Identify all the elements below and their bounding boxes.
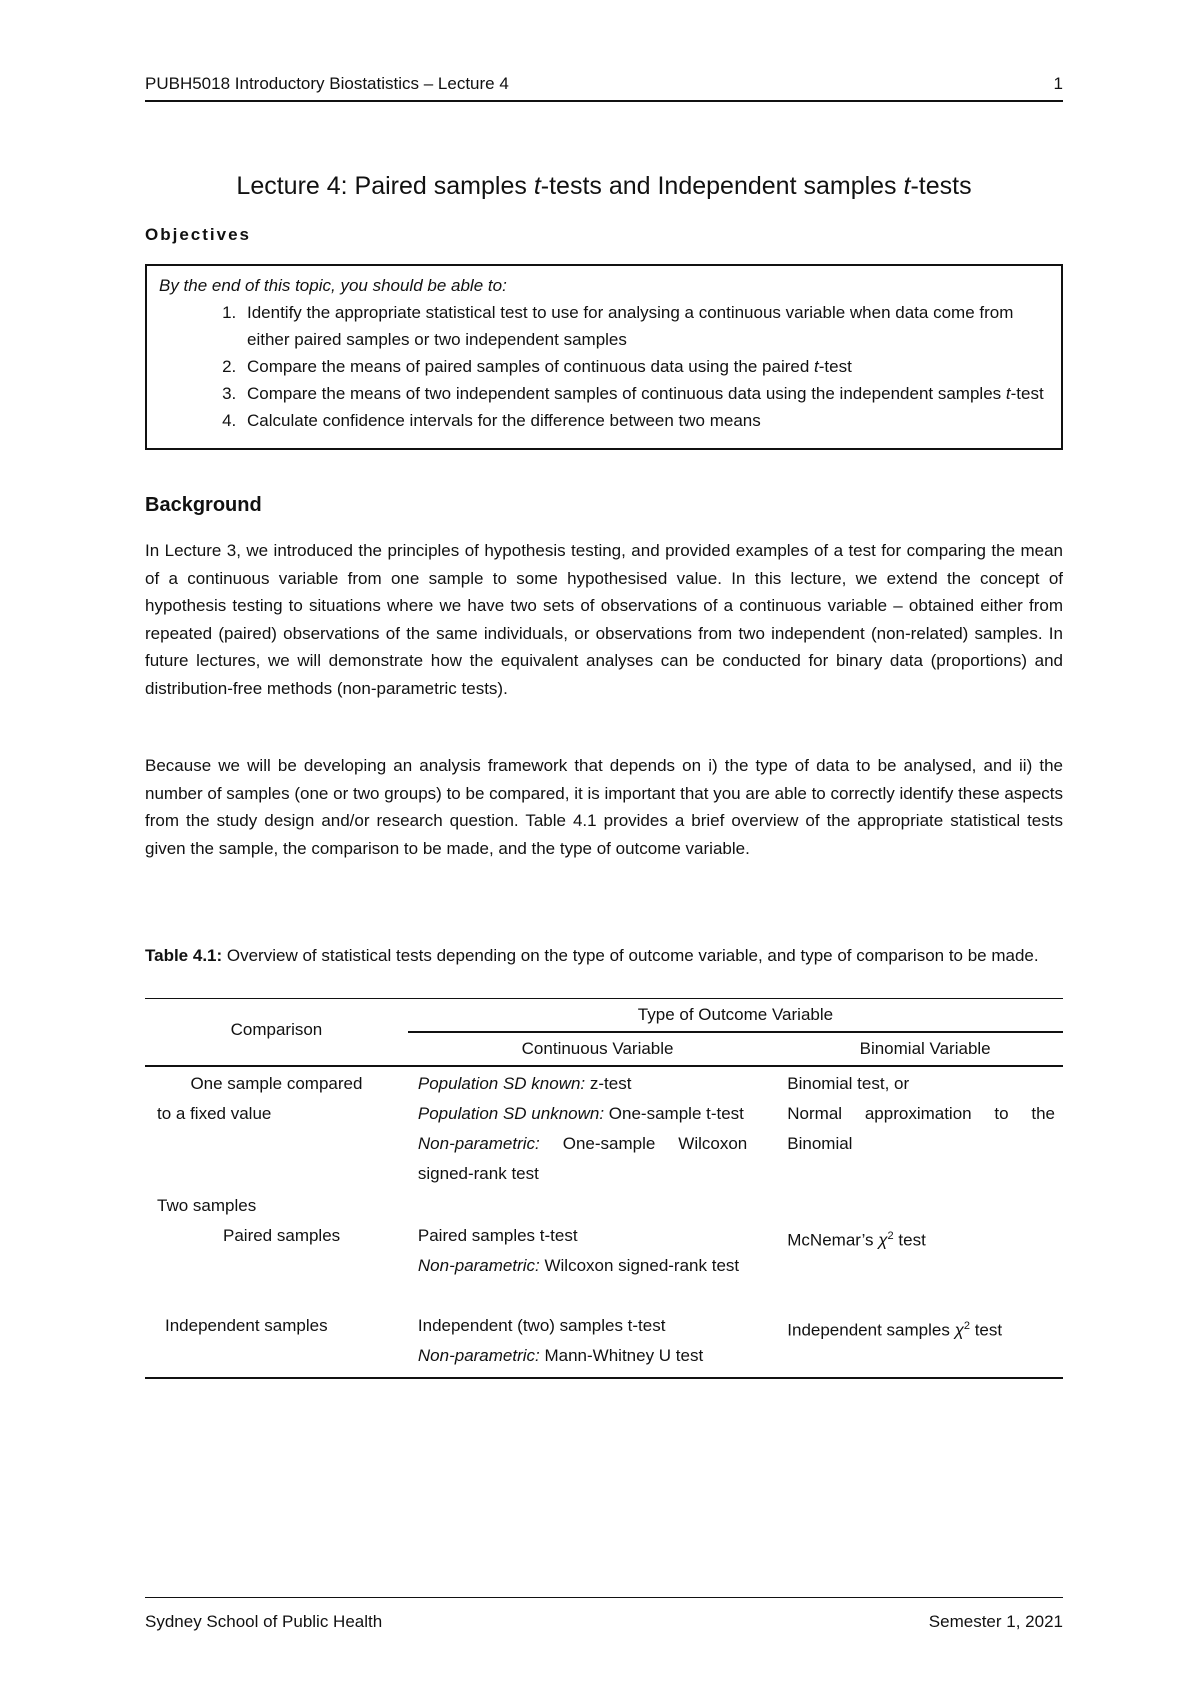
footer-school: Sydney School of Public Health [145,1612,383,1631]
objective-item: 4. Calculate confidence intervals for the difference between two means [241,407,1055,434]
header-comparison: Comparison [145,999,408,1067]
table-row [145,1221,1063,1311]
objectives-box [145,264,1063,450]
document-page [145,70,1063,1645]
row-one-sd-unknown: Population SD unknown: One-sample t-test [417,1104,744,1123]
row-one-binomial-2: Normal approximation to the Binomial [787,1104,1055,1153]
statistical-tests-table [145,998,1063,1379]
row-paired-test: Paired samples t-test [417,1226,578,1245]
row-one-nonparametric: Non-parametric: One-sample Wilcoxon signed-rank test [417,1134,748,1183]
lecture-title: Lecture 4: Paired samples t-tests and Independent samples t-tests [236,172,972,200]
row-paired-comparison: Paired samples [223,1226,341,1245]
objective-item: 3. Compare the means of two independent samples of continuous data using the independent samples t-test [241,380,1055,407]
header-binomial: Binomial Variable [787,1032,1063,1066]
background-heading: Background [145,494,262,516]
header-type-outcome: Type of Outcome Variable [408,999,1063,1033]
header-page-number: 1 [1053,74,1063,93]
header-course-title: PUBH5018 Introductory Biostatistics – Lecture 4 [145,74,509,93]
table-row [145,1189,1063,1221]
objective-item: 2. Compare the means of paired samples of continuous data using the paired t-test [241,353,1055,380]
background-paragraph-1: In Lecture 3, we introduced the principles of hypothesis testing, and provided examples of a test for comparing the mean of a continuous variable from one sample to some hypothesised value. In this lecture, we extend the concept of hypothesis testing to situations where we have two sets of observations of a continuous variable – obtained either from repeated (paired) observations of the same individuals, or observations from two independent (non-related) samples. In future lectures, we will demonstrate how the equivalent analyses can be conducted for binary data (proportions) and distribution-free methods (non-parametric tests). [145,541,1063,698]
objectives-list [159,299,1055,434]
background-paragraph-2: Because we will be developing an analysis framework that depends on i) the type of data to be analysed, and ii) the number of samples (one or two groups) to be compared, it is important that you are able to correctly identify these aspects from the study design and/or research question. Table 4.1 provides a brief overview of the appropriate statistical tests given the sample, the comparison to be made, and the type of outcome variable. [145,756,1063,858]
header-continuous: Continuous Variable [408,1032,787,1066]
row-indep-nonparametric: Non-parametric: Mann-Whitney U test [417,1346,704,1365]
row-indep-comparison: Independent samples [165,1316,328,1335]
objective-item: 1. Identify the appropriate statistical test to use for analysing a continuous variable when data come from either paired samples or two independent samples [241,299,1055,353]
objectives-heading: Objectives [145,225,251,244]
row-one-sd-known: Population SD known: z-test [417,1074,632,1093]
page-header [145,70,1063,102]
row-one-comparison-2: to a fixed value [157,1104,272,1123]
table-row [145,1066,1063,1189]
row-one-binomial-1: Binomial test, or [787,1074,910,1093]
row-paired-nonparametric: Non-parametric: Wilcoxon signed-rank test [417,1256,740,1275]
row-one-comparison-1: One sample compared [190,1074,363,1093]
row-paired-binomial: McNemar’s $\chi^2$ test [787,1230,926,1250]
row-two-samples-label: Two samples [157,1196,257,1215]
objectives-intro: By the end of this topic, you should be able to: [159,276,507,295]
table-row [145,1311,1063,1378]
row-indep-binomial: Independent samples $\chi^2$ test [787,1320,1003,1340]
page-footer [145,1597,1063,1638]
table-header-row [145,999,1063,1033]
footer-semester: Semester 1, 2021 [928,1612,1063,1631]
row-indep-test: Independent (two) samples t-test [417,1316,666,1335]
table-caption: Table 4.1: Overview of statistical tests depending on the type of outcome variable, and type of comparison to be made. [145,946,1039,965]
